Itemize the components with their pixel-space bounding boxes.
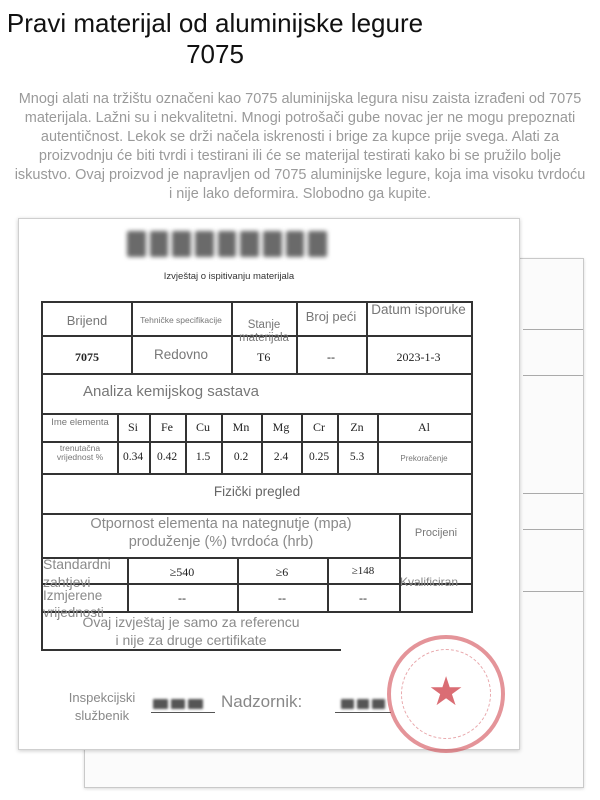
assessed-label: Procijeni xyxy=(414,527,458,539)
company-stamp xyxy=(387,635,505,753)
std-value-elongation: ≥6 xyxy=(275,565,289,579)
state-value: T6 xyxy=(257,350,271,364)
element-mg: Mg xyxy=(272,420,290,434)
stamp-star-icon: ★ xyxy=(428,670,464,714)
inspector-label: Inspekcijski službenik xyxy=(68,690,136,723)
physical-title: Fizički pregled xyxy=(213,484,301,499)
supervisor-label: Nadzornik: xyxy=(221,692,303,711)
brand-value: 7075 xyxy=(75,350,99,364)
date-value: 2023-1-3 xyxy=(396,350,441,364)
element-label: Ime elementa xyxy=(51,417,109,428)
page-title: Pravi materijal od aluminijske legure 7075 xyxy=(6,8,424,69)
value-label: trenutačna vrijednost % xyxy=(56,443,104,462)
supervisor-signature xyxy=(341,699,385,709)
std-value-hardness: ≥148 xyxy=(351,565,375,577)
intro-paragraph: Mnogi alati na tržištu označeni kao 7075 aluminijska legura nisu zaista izrađeni od 7075 materijala. Lažni su i nekvalitetni. Mnogi potrošači gube novac jer ne mogu prepoznati autentičnost. Lekok se drži načela iskrenosti i brige za kupce prije svega. Alati za proizvodnju će biti tvrdi i testirani ili će se materijal testirati kako bi se pružilo bolje iskustvo. Ovaj proizvod je napravljen od 7075 aluminijske legure, koja ima visoku tvrdoću i nije lako deformira. Slobodno ga kupite. xyxy=(14,91,586,202)
value-cr: 0.25 xyxy=(308,451,330,463)
brand-label: Brijend xyxy=(66,313,108,328)
blurred-company-header xyxy=(127,231,327,257)
element-mn: Mn xyxy=(232,420,250,434)
element-si: Si xyxy=(127,420,138,434)
value-mg: 2.4 xyxy=(273,451,289,463)
furnace-label: Broj peći xyxy=(305,309,357,324)
element-zn: Zn xyxy=(350,420,364,434)
report-table xyxy=(41,301,473,659)
value-si: 0.34 xyxy=(122,451,144,463)
furnace-value: -- xyxy=(327,350,335,364)
measured-value-hardness: -- xyxy=(359,591,367,605)
test-report-sheet xyxy=(18,218,520,750)
value-zn: 5.3 xyxy=(349,451,365,463)
report-note: Ovaj izvještaj je samo za referencu i nije za druge certifikate xyxy=(82,614,300,648)
measured-value-elongation: -- xyxy=(278,591,286,605)
value-cu: 1.5 xyxy=(195,451,211,463)
std-value-tensile: ≥540 xyxy=(169,565,195,579)
measured-value-tensile: -- xyxy=(178,591,186,605)
element-fe: Fe xyxy=(161,420,173,434)
date-label: Datum isporuke xyxy=(371,302,466,317)
chemical-title: Analiza kemijskog sastava xyxy=(83,383,259,400)
physical-columns-label: Otpornost elementa na nategnutje (mpa) produženje (%) tvrdoća (hrb) xyxy=(90,516,352,550)
value-fe: 0.42 xyxy=(156,451,178,463)
state-label: Stanje materijala xyxy=(239,319,289,344)
qualified-value: Kvalificiran xyxy=(400,575,459,589)
element-cu: Cu xyxy=(195,420,210,434)
spec-label: Tehničke specifikacije xyxy=(140,315,222,325)
spec-value: Redovno xyxy=(153,347,209,362)
inspector-signature xyxy=(153,699,203,709)
report-title: Izvještaj o ispitivanju materijala xyxy=(163,271,295,282)
value-al: Prekoračenje xyxy=(400,454,448,463)
measured-label: Izmjerene vrijednosti xyxy=(43,588,104,620)
element-al: Al xyxy=(418,420,430,434)
std-label: Standardni zahtjevi xyxy=(43,556,111,590)
value-mn: 0.2 xyxy=(233,451,249,463)
element-cr: Cr xyxy=(313,420,325,434)
